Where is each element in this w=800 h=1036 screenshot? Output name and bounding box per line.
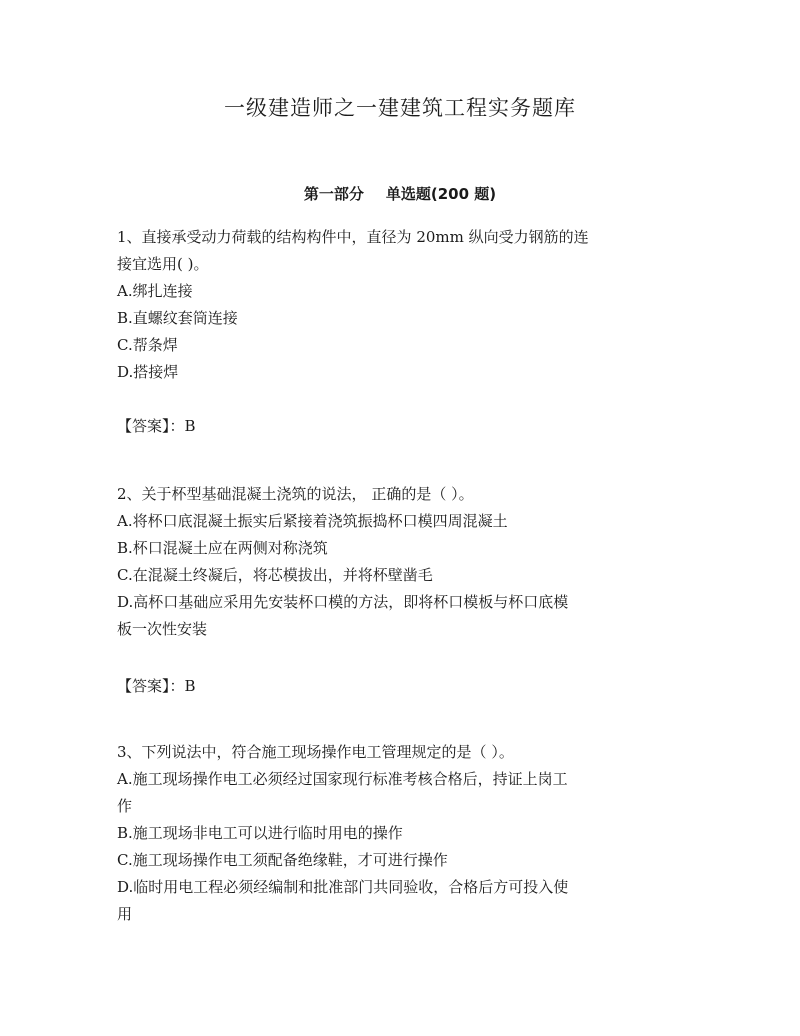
section-part: 第一部分 xyxy=(303,185,364,203)
question-2 xyxy=(117,481,677,643)
option-a: A.绑扎连接 xyxy=(117,282,193,300)
question-stem-line: 接宜选用( )。 xyxy=(117,255,209,273)
option-b: B.直螺纹套筒连接 xyxy=(117,309,238,327)
option-d-continued: 用 xyxy=(117,905,133,923)
question-stem-line: 2、关于杯型基础混凝土浇筑的说法， 正确的是（ ）。 xyxy=(117,485,474,503)
option-d: D.临时用电工程必须经编制和批准部门共同验收，合格后方可投入使 xyxy=(117,878,569,896)
document-title: 一级建造师之一建建筑工程实务题库 xyxy=(224,96,576,120)
option-d: D.高杯口基础应采用先安装杯口模的方法，即将杯口模板与杯口底模 xyxy=(117,593,569,611)
answer-1 xyxy=(117,413,677,440)
answer-label: 【答案】：B xyxy=(117,417,196,435)
option-b: B.杯口混凝土应在两侧对称浇筑 xyxy=(117,539,328,557)
option-d: D.搭接焊 xyxy=(117,363,179,381)
question-3 xyxy=(117,739,677,928)
option-c: C.帮条焊 xyxy=(117,336,178,354)
option-b: B.施工现场非电工可以进行临时用电的操作 xyxy=(117,824,403,842)
question-stem-line: 3、下列说法中，符合施工现场操作电工管理规定的是（ ）。 xyxy=(117,743,514,761)
answer-2 xyxy=(117,673,677,700)
question-stem-line: 1、直接承受动力荷载的结构构件中，直径为 20mm 纵向受力钢筋的连 xyxy=(117,228,589,246)
option-d-continued: 板一次性安装 xyxy=(117,620,208,638)
option-a: A.将杯口底混凝土振实后紧接着浇筑振捣杯口模四周混凝土 xyxy=(117,512,508,530)
question-1 xyxy=(117,224,677,386)
option-a-continued: 作 xyxy=(117,797,133,815)
section-heading xyxy=(0,183,800,204)
option-a: A.施工现场操作电工必须经过国家现行标准考核合格后，持证上岗工 xyxy=(117,770,568,788)
answer-label: 【答案】：B xyxy=(117,677,196,695)
option-c: C.施工现场操作电工须配备绝缘鞋，才可进行操作 xyxy=(117,851,448,869)
section-name: 单选题(200 题) xyxy=(385,185,497,203)
option-c: C.在混凝土终凝后，将芯模拔出，并将杯壁凿毛 xyxy=(117,566,433,584)
